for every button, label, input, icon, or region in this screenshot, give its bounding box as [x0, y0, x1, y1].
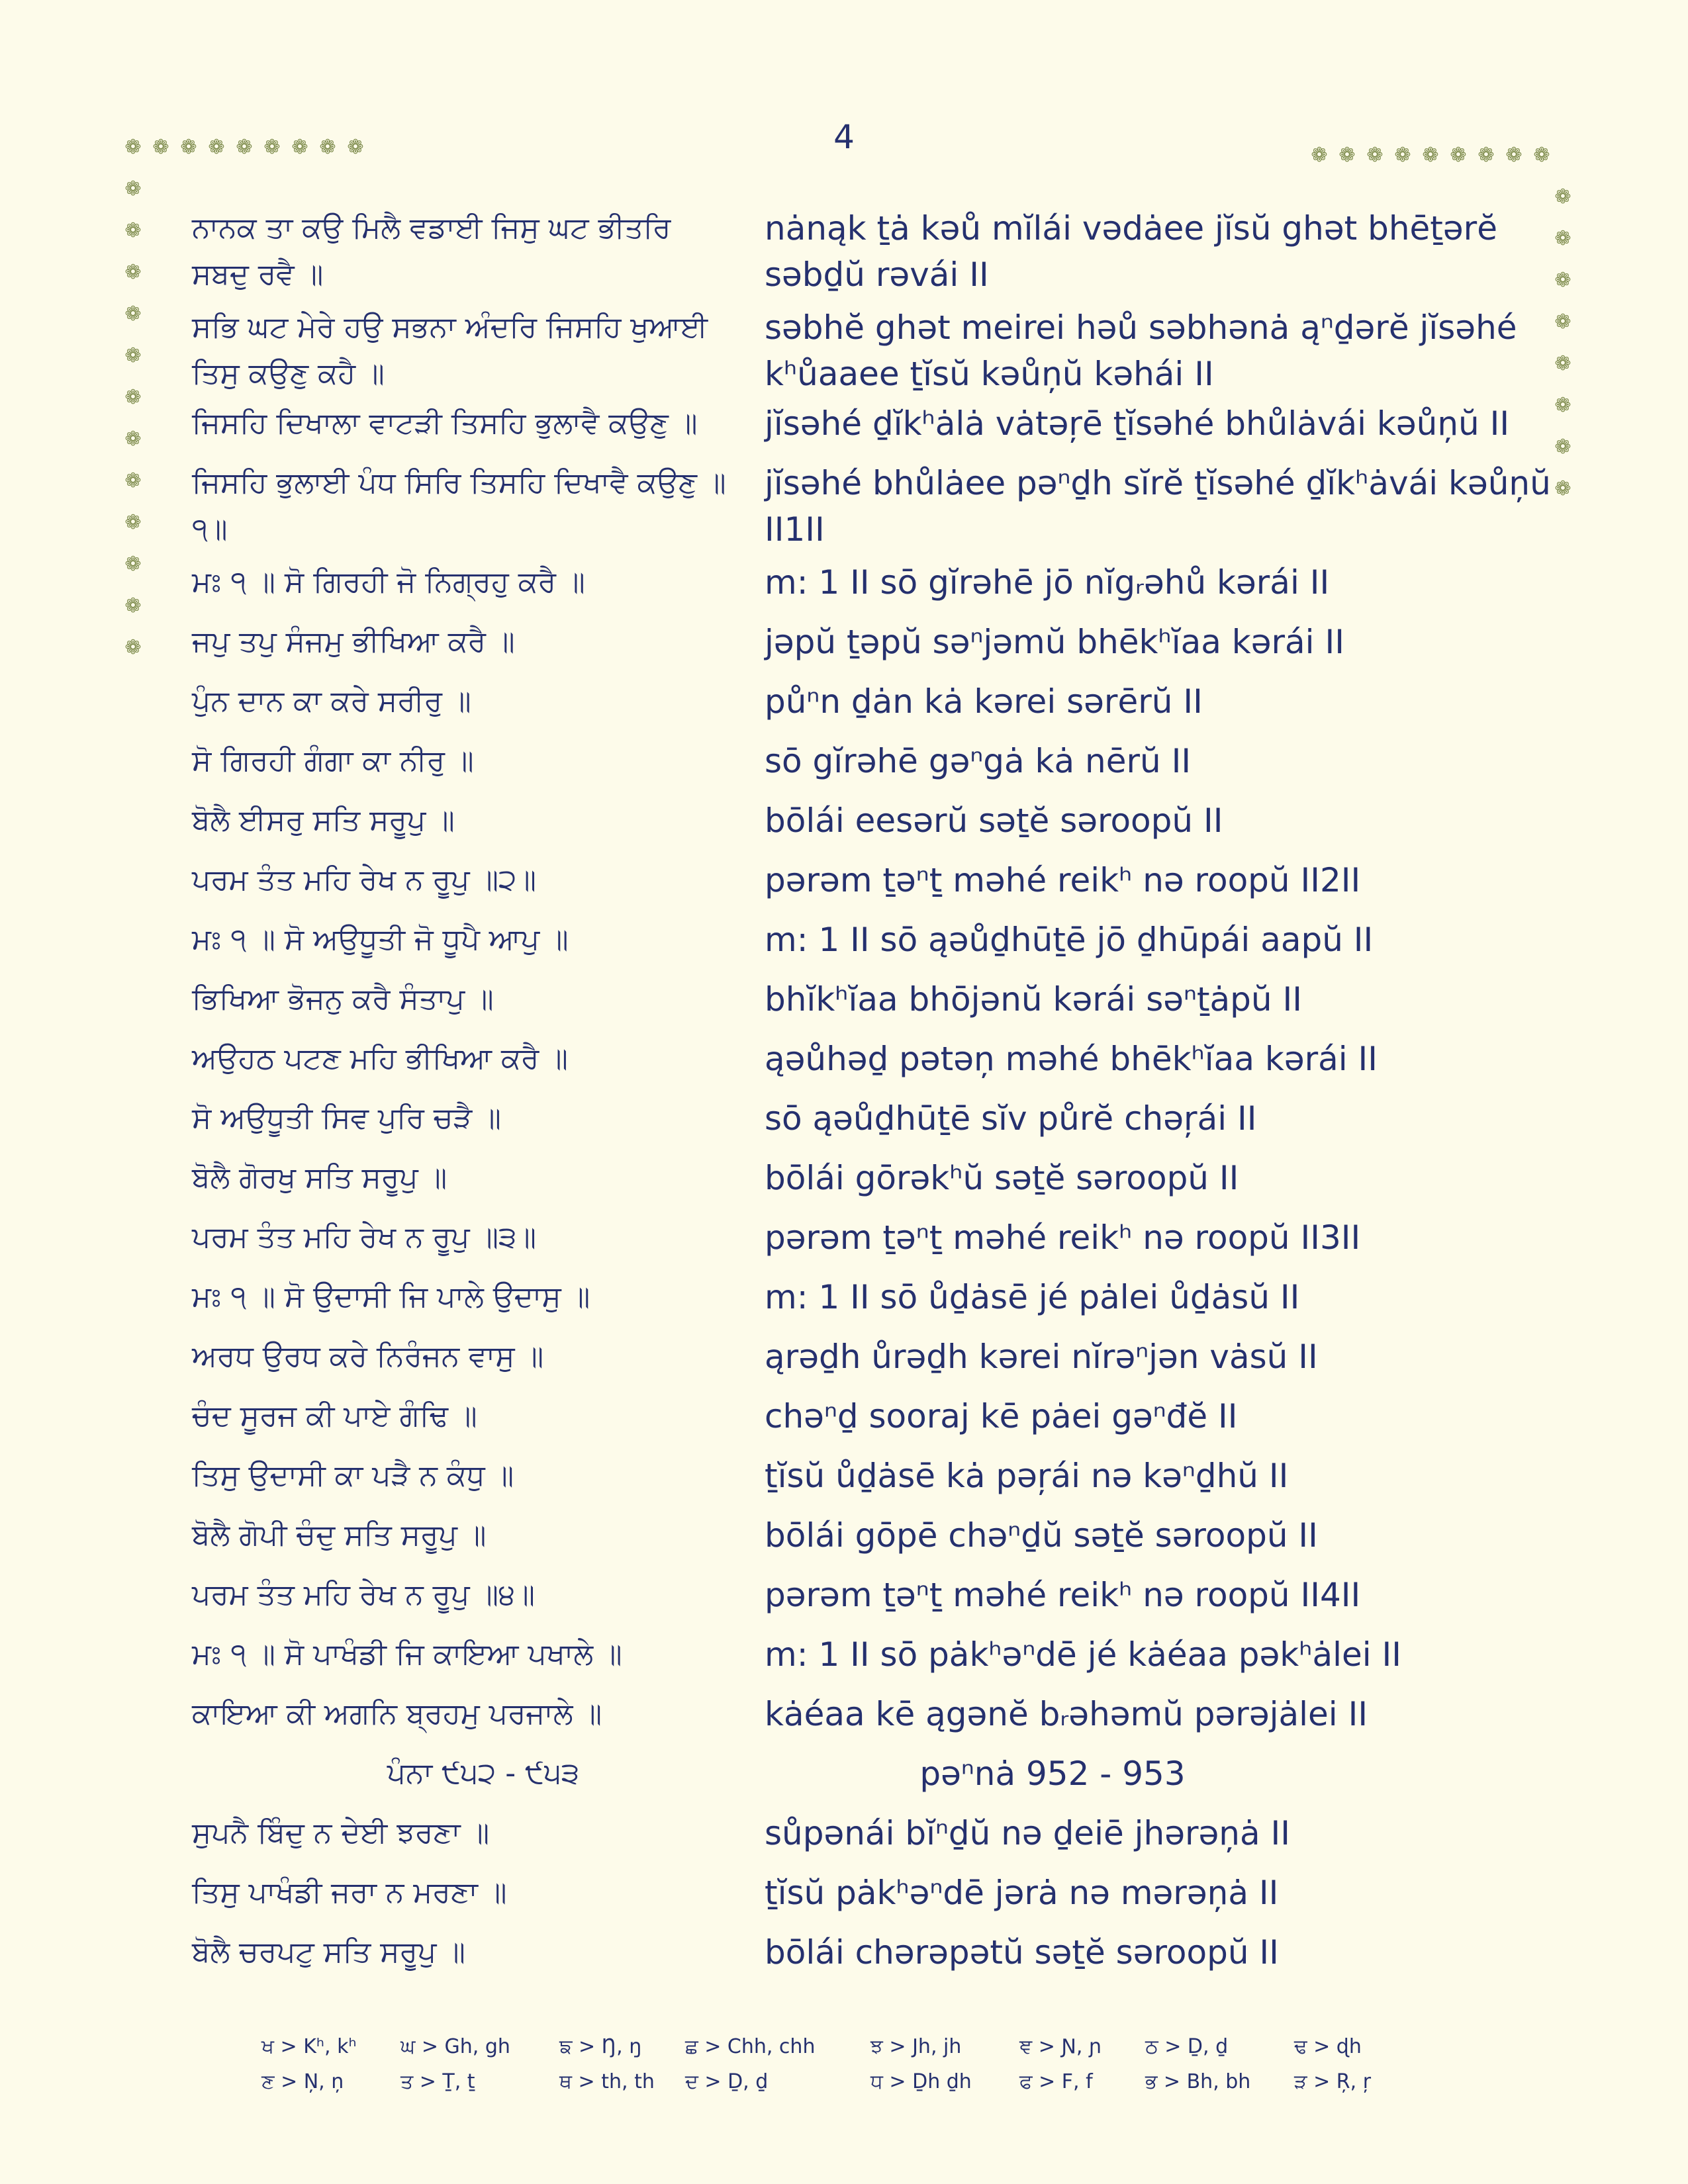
gurmukhi-line: ਸੋ ਅਉਧੂਤੀ ਸਿਵ ਪੁਰਿ ਚੜੈ ॥: [192, 1101, 501, 1135]
gurmukhi-line: ਚੰਦ ਸੂਰਜ ਕੀ ਪਾਏ ਗੰਢਿ ॥: [192, 1399, 477, 1433]
transliteration-line: səbhĕ ghət meirei həů səbhənȧ ąⁿḏərĕ jĭsəhé kʰůaaee ṯĭsŭ kəůņŭ kəhái II: [765, 308, 1517, 393]
flower-icon: ❁: [124, 136, 142, 159]
gurmukhi-line: ਮਃ ੧ ॥ ਸੋ ਅਉਧੂਤੀ ਜੋ ਧੂਪੈ ਆਪੁ ॥: [192, 923, 569, 956]
gurmukhi-line: ਪਰਮ ਤੰਤ ਮਹਿ ਰੇਖ ਨ ਰੂਪੁ ॥੨॥: [192, 863, 537, 897]
gurmukhi-line: ਤਿਸੁ ਪਾਖੰਡੀ ਜਰਾ ਨ ਮਰਣਾ ॥: [192, 1876, 507, 1909]
legend-item: ਛ > Chh, chh: [685, 2035, 816, 2058]
legend-item: ਢ > ɖh: [1294, 2035, 1362, 2058]
transliteration-line: sō gĭrəhē gəⁿgȧ kȧ nērŭ II: [765, 742, 1192, 780]
flower-icon: ❁: [124, 636, 142, 659]
gurmukhi-line: ਪੁੰਨ ਦਾਨ ਕਾ ਕਰੇ ਸਰੀਰੁ ॥: [192, 684, 471, 718]
legend-item: ਞ > Ɲ, ɲ: [1019, 2035, 1102, 2058]
transliteration-line: jəpŭ ṯəpŭ səⁿjəmŭ bhēkʰĭaa kərái II: [765, 623, 1344, 661]
transliteration-line: bōlái gōpē chəⁿḏŭ səṯĕ səroopŭ II: [765, 1516, 1318, 1555]
flower-icon: ❁: [1366, 144, 1383, 167]
transliteration-line: jĭsəhé bhůlȧee pəⁿḏh sĭrĕ ṯĭsəhé ḏĭkʰȧvái kəůņŭ II1II: [765, 464, 1551, 549]
flower-icon: ❁: [319, 136, 336, 159]
flower-icon: ❁: [124, 594, 142, 617]
transliteration-line: sō ąəůḏhūṯē sĭv půrĕ chəŗái II: [765, 1099, 1257, 1138]
transliteration-line: pərəm ṯəⁿṯ məhé reikʰ nə roopŭ II4II: [765, 1576, 1361, 1614]
transliteration-line: sůpənái bĭⁿḏŭ nə ḏeiē jhərəņȧ II: [765, 1814, 1290, 1852]
flower-icon: ❁: [1554, 352, 1571, 375]
gurmukhi-line: ਬੋਲੈ ਗੋਰਖੁ ਸਤਿ ਸਰੂਪੁ ॥: [192, 1161, 447, 1195]
gurmukhi-line: ਬੋਲੈ ਚਰਪਟੁ ਸਤਿ ਸਰੂਪੁ ॥: [192, 1935, 465, 1969]
flower-icon: ❁: [263, 136, 281, 159]
legend-item: ਤ > Ṯ, ṯ: [400, 2070, 475, 2093]
transliteration-line: kȧéaa kē ągənĕ bᵣəhəmŭ pərəjȧlei II: [765, 1695, 1368, 1733]
transliteration-line: bōlái eesərŭ səṯĕ səroopŭ II: [765, 801, 1223, 840]
flower-icon: ❁: [1554, 269, 1571, 292]
flower-icon: ❁: [1394, 144, 1411, 167]
gurmukhi-line: ਜਪੁ ਤਪੁ ਸੰਜਮੁ ਭੀਖਿਆ ਕਰੈ ॥: [192, 625, 515, 659]
transliteration-line: jĭsəhé ḏĭkʰȧlȧ vȧtəŗē ṯĭsəhé bhůlȧvái kəůņŭ II: [765, 404, 1510, 443]
flower-icon: ❁: [236, 136, 253, 159]
gurmukhi-line: ਕਾਇਆ ਕੀ ਅਗਨਿ ਬ੍ਰਹਮੁ ਪਰਜਾਲੇ ॥: [192, 1697, 602, 1731]
flower-icon: ❁: [1554, 477, 1571, 500]
flower-icon: ❁: [1533, 144, 1550, 167]
transliteration-line: nȧnąk ṯȧ kəů mĭlái vədȧee jĭsŭ ghət bhēṯərĕ səbḏŭ rəvái II: [765, 209, 1497, 294]
gurmukhi-line: ਬੋਲੈ ਗੋਪੀ ਚੰਦੁ ਸਤਿ ਸਰੂਪੁ ॥: [192, 1518, 487, 1552]
transliteration-line: pəⁿnȧ 952 - 953: [919, 1754, 1186, 1793]
flower-icon: ❁: [180, 136, 197, 159]
legend-item: ਘ > Gh, gh: [400, 2035, 510, 2058]
transliteration-line: půⁿn ḏȧn kȧ kərei sərērŭ II: [765, 682, 1203, 721]
gurmukhi-line: ਪਰਮ ਤੰਤ ਮਹਿ ਰੇਖ ਨ ਰੂਪੁ ॥੪॥: [192, 1578, 535, 1612]
gurmukhi-line: ਅਉਹਠ ਪਟਣ ਮਹਿ ਭੀਖਿਆ ਕਰੈ ॥: [192, 1042, 568, 1075]
legend-item: ਠ > Ḏ, ḏ: [1145, 2035, 1229, 2058]
transliteration-line: ąrəḏh ůrəḏh kərei nĭrəⁿjən vȧsŭ II: [765, 1338, 1318, 1376]
legend-item: ਣ > Ņ, ņ: [261, 2070, 344, 2093]
transliteration-line: m: 1 II sō ąəůḏhūṯē jō ḏhūpái aapŭ II: [765, 921, 1374, 959]
transliteration-line: m: 1 II sō pȧkʰəⁿdē jé kȧéaa pəkʰȧlei II: [765, 1635, 1402, 1674]
transliteration-line: pərəm ṯəⁿṯ məhé reikʰ nə roopŭ II2II: [765, 861, 1361, 899]
gurmukhi-line: ਸਭਿ ਘਟ ਮੇਰੇ ਹਉ ਸਭਨਾ ਅੰਦਰਿ ਜਿਸਹਿ ਖੁਆਈ ਤਿਸੁ ਕਉਣੁ ਕਹੈ ॥: [192, 310, 708, 390]
transliteration-line: ąəůhəḏ pətəņ məhé bhēkʰĭaa kərái II: [765, 1040, 1378, 1078]
transliteration-line: pərəm ṯəⁿṯ məhé reikʰ nə roopŭ II3II: [765, 1218, 1361, 1257]
transliteration-line: ṯĭsŭ pȧkʰəⁿdē jərȧ nə mərəņȧ II: [765, 1874, 1279, 1912]
flower-icon: ❁: [124, 553, 142, 576]
transliteration-line: m: 1 II sō gĭrəhē jō nĭgᵣəhů kərái II: [765, 563, 1330, 602]
flower-icon: ❁: [1554, 435, 1571, 459]
legend-item: ਙ > Ŋ, ŋ: [559, 2035, 642, 2058]
flower-icon: ❁: [1311, 144, 1328, 167]
legend-item: ਝ > Jh, jh: [870, 2035, 962, 2058]
gurmukhi-line: ਜਿਸਹਿ ਭੁਲਾਈ ਪੰਧ ਸਿਰਿ ਤਿਸਹਿ ਦਿਖਾਵੈ ਕਉਣੁ ॥੧॥: [192, 466, 726, 546]
page-number: 4: [833, 118, 855, 156]
legend-item: ੜ > Ŗ, ŗ: [1294, 2070, 1372, 2093]
flower-icon: ❁: [124, 386, 142, 409]
flower-icon: ❁: [1450, 144, 1467, 167]
transliteration-line: bōlái gōrəkʰŭ səṯĕ səroopŭ II: [765, 1159, 1239, 1197]
gurmukhi-line: ਭਿਖਿਆ ਭੋਜਨੁ ਕਰੈ ਸੰਤਾਪੁ ॥: [192, 982, 494, 1016]
flower-icon: ❁: [1422, 144, 1439, 167]
gurmukhi-line: ਜਿਸਹਿ ਦਿਖਾਲਾ ਵਾਟੜੀ ਤਿਸਹਿ ਭੁਲਾਵੈ ਕਉਣੁ ॥: [192, 406, 698, 440]
transliteration-line: bhĭkʰĭaa bhōjənŭ kərái səⁿṯȧpŭ II: [765, 980, 1302, 1019]
flower-icon: ❁: [124, 344, 142, 367]
flower-icon: ❁: [152, 136, 169, 159]
legend-item: ਧ > Ḏh ḏh: [870, 2070, 972, 2093]
flower-icon: ❁: [347, 136, 364, 159]
flower-icon: ❁: [1477, 144, 1495, 167]
gurmukhi-line: ਪਰਮ ਤੰਤ ਮਹਿ ਰੇਖ ਨ ਰੂਪੁ ॥੩॥: [192, 1220, 537, 1254]
gurmukhi-line: ਸੋ ਗਿਰਹੀ ਗੰਗਾ ਕਾ ਨੀਰੁ ॥: [192, 744, 474, 778]
legend-item: ਫ > F, f: [1019, 2070, 1093, 2093]
legend-item: ਖ > Kʰ, kʰ: [261, 2035, 357, 2058]
flower-icon: ❁: [1505, 144, 1523, 167]
flower-icon: ❁: [124, 177, 142, 201]
flower-icon: ❁: [1338, 144, 1356, 167]
legend-item: ਭ > Bh, bh: [1145, 2070, 1251, 2093]
gurmukhi-line: ਨਾਨਕ ਤਾ ਕਉ ਮਿਲੈ ਵਡਾਈ ਜਿਸੁ ਘਟ ਭੀਤਰਿ ਸਬਦੁ ਰਵੈ ॥: [192, 211, 671, 291]
transliteration-line: m: 1 II sō ůḏȧsē jé pȧlei ůḏȧsŭ II: [765, 1278, 1300, 1316]
flower-icon: ❁: [124, 469, 142, 492]
transliteration-line: chəⁿḏ sooraj kē pȧei gəⁿđĕ II: [765, 1397, 1238, 1435]
gurmukhi-line: ਸੁਪਨੈ ਬਿੰਦੁ ਨ ਦੇਈ ਝਰਣਾ ॥: [192, 1816, 490, 1850]
flower-icon: ❁: [1554, 227, 1571, 250]
gurmukhi-line: ਮਃ ੧ ॥ ਸੋ ਗਿਰਹੀ ਜੋ ਨਿਗ੍ਰਹੁ ਕਰੈ ॥: [192, 565, 585, 599]
flower-icon: ❁: [124, 219, 142, 242]
legend-item: ਦ > Ḏ, ḏ: [685, 2070, 769, 2093]
flower-icon: ❁: [124, 428, 142, 451]
flower-icon: ❁: [1554, 394, 1571, 417]
flower-icon: ❁: [124, 511, 142, 534]
gurmukhi-line: ਮਃ ੧ ॥ ਸੋ ਪਾਖੰਡੀ ਜਿ ਕਾਇਆ ਪਖਾਲੇ ॥: [192, 1637, 622, 1671]
flower-icon: ❁: [1554, 185, 1571, 208]
flower-icon: ❁: [124, 261, 142, 284]
flower-icon: ❁: [208, 136, 225, 159]
gurmukhi-line: ਪੰਨਾ ੯੫੨ - ੯੫੩: [387, 1756, 580, 1790]
flower-icon: ❁: [124, 302, 142, 326]
legend-item: ਥ > th, th: [559, 2070, 655, 2093]
gurmukhi-line: ਤਿਸੁ ਉਦਾਸੀ ਕਾ ਪੜੈ ਨ ਕੰਧੁ ॥: [192, 1459, 514, 1492]
flower-icon: ❁: [1554, 310, 1571, 334]
gurmukhi-line: ਅਰਧ ਉਰਧ ਕਰੇ ਨਿਰੰਜਨ ਵਾਸੁ ॥: [192, 1340, 544, 1373]
flower-icon: ❁: [291, 136, 308, 159]
gurmukhi-line: ਬੋਲੈ ਈਸਰੁ ਸਤਿ ਸਰੂਪੁ ॥: [192, 803, 455, 837]
transliteration-line: bōlái chərəpətŭ səṯĕ səroopŭ II: [765, 1933, 1279, 1972]
transliteration-line: ṯĭsŭ ůḏȧsē kȧ pəŗái nə kəⁿḏhŭ II: [765, 1457, 1289, 1495]
gurmukhi-line: ਮਃ ੧ ॥ ਸੋ ਉਦਾਸੀ ਜਿ ਪਾਲੇ ਉਦਾਸੁ ॥: [192, 1280, 590, 1314]
